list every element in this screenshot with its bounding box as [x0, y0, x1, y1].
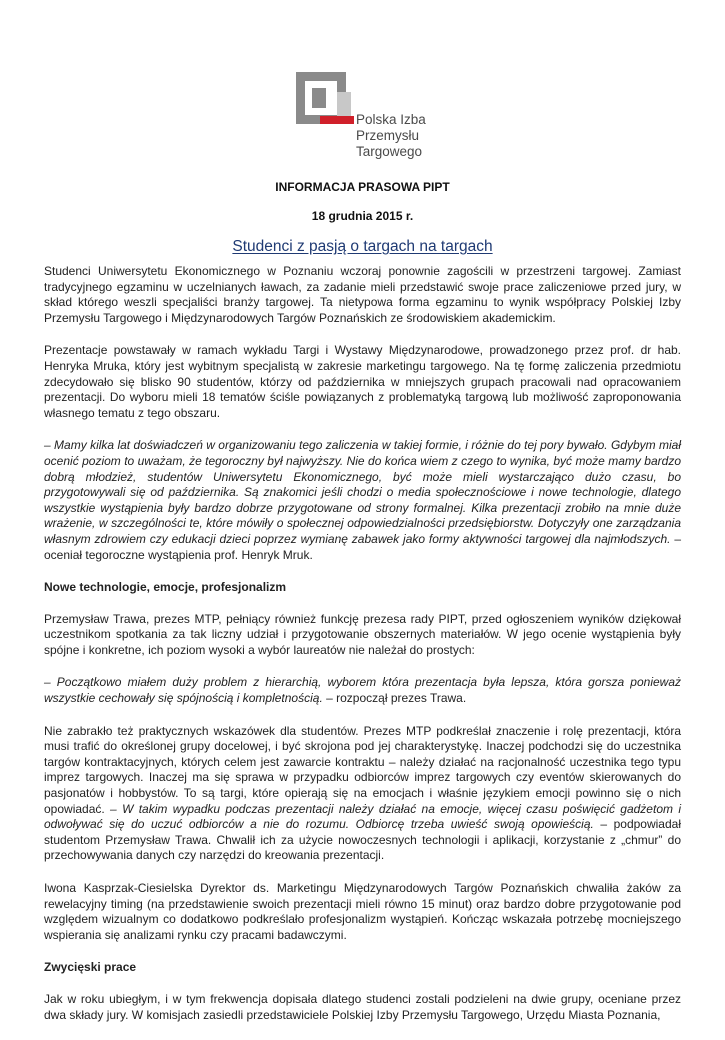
- pipt-logo: [294, 70, 444, 170]
- logo-wordmark: [356, 112, 426, 160]
- logo-line-2: Przemysłu: [356, 128, 420, 143]
- quote-trawa-emotions: – W takim wypadku podczas prezentacji należy działać na emocje, więcej czasu poświęcić gadżetom i odwoływać się do uczuć odbiorców a nie do rozumu. Odbiorcę trzeba uwieść swoją opowieścią.: [44, 801, 681, 832]
- article-title: Studenci z pasją o targach na targach: [232, 238, 493, 255]
- quote-mruk: – Mamy kilka lat doświadczeń w organizowaniu tego zaliczenia w takiej formie, i różnie do tej pory bywało. Gdybym miał ocenić poziom to uważam, że tegoroczny był najwyższy. Nie do końca wiem z czego to wynika, być może mamy bardzo dobrą młodzież, studentów Uniwersytetu Ekonomicznego, być może mieli wystarczająco dużo czasu, bo przygotowywali się od października. Są znakomici jeśli chodzi o media społecznościowe i nowe technologie, dlatego wszystkie wystąpienia były bardzo dobrze przygotowane od strony formalnej. Kilka prezentacji zrobiło na mnie duże wrażenie, w szczególności te, które mówiły o społecznej odpowiedzialności przedsiębiorstw. Dotyczyły one zarządzania własnym zdrowiem czy edukacji dzieci poprzez wymianę zabawek jako formy aktywności targowej dla najmłodszych.: [44, 438, 681, 546]
- paragraph-2: Prezentacje powstawały w ramach wykładu Targi i Wystawy Międzynarodowe, prowadzonego przez prof. dr hab. Henryka Mruka, który jest wybitnym specjalistą w zakresie marketingu targowego. Na tę formę zaliczenia przedmiotu zdecydowało się blisko 90 studentów, którzy od października w mniejszych grupach pracowali nad opracowaniem prezentacji. Do wyboru mieli 18 tematów ściśle powiązanych z problematyką targową lub możliwość zaproponowania własnego tematu z tego obszaru.: [44, 343, 681, 420]
- paragraph-1: Studenci Uniwersytetu Ekonomicznego w Poznaniu wczoraj ponownie zagościli w przestrzeni targowej. Zamiast tradycyjnego egzaminu w uczelnianych ławach, za zadanie mieli przedstawić swoje prace zaliczeniowe przed jury, w skład którego weszli specjaliści branży targowej. Ta nietypowa forma egzaminu to wynik współpracy Polskiej Izby Przemysłu Targowego i Międzynarodowych Targów Poznańskich ze środowiskiem akademickim.: [44, 264, 681, 325]
- logo-line-3: Targowego: [356, 144, 423, 159]
- paragraph-3: [44, 438, 681, 563]
- logo-line-1: Polska Izba: [356, 112, 426, 127]
- quote-attribution-mruk: – oceniał tegoroczne wystąpienia prof. Henryk Mruk.: [44, 531, 682, 562]
- pipt-logo-mark-icon: [294, 70, 354, 130]
- logo-red-bar: [320, 116, 354, 124]
- paragraph-4: Przemysław Trawa, prezes MTP, pełniący również funkcję prezesa rady PIPT, przed ogłoszeniem wyników dziękował uczestnikom spotkania za tak liczny udział i przygotowanie obszernych materiałów. W jego ocenie wystąpienia były spójne i konkretne, ich poziom wysoki a wybór laureatów nie należał do prostych:: [44, 611, 681, 657]
- paragraph-6-text-a: Nie zabrakło też praktycznych wskazówek dla studentów. Prezes MTP podkreślał znaczenie i rolę prezentacji, która musi trafić do określonej grupy docelowej, i być skrojona pod jej charakterystykę. Inaczej podchodzi się do uczestnika targów kontraktacyjnych, których celem jest zawarcie kontraktu – należy działać na racjonalność uczestnika tego typu imprez targowych. Inaczej ma się sprawa w przypadku odbiorców imprez targowych czy eventów skierowanych do pasjonatów i hobbystów. To są targi, które opierają się na emocjach i właśnie językiem emocji powinno się o nich opowiadać.: [44, 723, 681, 816]
- section-heading-technologies: Nowe technologie, emocje, profesjonalizm: [44, 580, 287, 595]
- logo-square-center: [312, 88, 326, 108]
- section-heading-winners: Zwycięski prace: [44, 960, 137, 975]
- press-release-label: INFORMACJA PRASOWA PIPT: [275, 180, 450, 194]
- quote-attribution-trawa: – rozpoczął prezes Trawa.: [322, 691, 467, 706]
- paragraph-8: Jak w roku ubiegłym, i w tym frekwencja dopisała dlatego studenci zostali podzieleni na dwie grupy, oceniane przez dwa składy jury. W komisjach zasiedli przedstawiciele Polskiej Izby Przemysłu Targowego, Urzędu Miasta Poznania,: [44, 991, 681, 1022]
- paragraph-7: Iwona Kasprzak-Ciesielska Dyrektor ds. Marketingu Międzynarodowych Targów Poznańskich chwaliła żaków za rewelacyjny timing (na przedstawienie swoich prezentacji mieli równo 15 minut) oraz bardzo dobre przygotowanie pod względem wizualnym co dodatkowo podkreślało profesjonalizm wystąpień. Kończąc wskazała potrzebę mocniejszego wspierania się analizami rynku czy pracami badawczymi.: [44, 881, 681, 942]
- paragraph-6: [44, 724, 681, 864]
- release-date: 18 grudnia 2015 r.: [311, 209, 414, 223]
- article-body: [44, 264, 681, 1040]
- paragraph-6-text-b: – podpowiadał studentom Przemysław Trawa. Chwalił ich za użycie nowoczesnych technologii i aplikacji, korzystanie z „chmur” do przechowywania danych czy narzędzi do kreowania prezentacji.: [44, 817, 681, 863]
- quote-trawa: – Początkowo miałem duży problem z hierarchią, wyborem która prezentacja była lepsza, która gorsza ponieważ wszystkie cechowały się spójnością i kompletnością.: [44, 675, 681, 706]
- paragraph-5: [44, 675, 681, 706]
